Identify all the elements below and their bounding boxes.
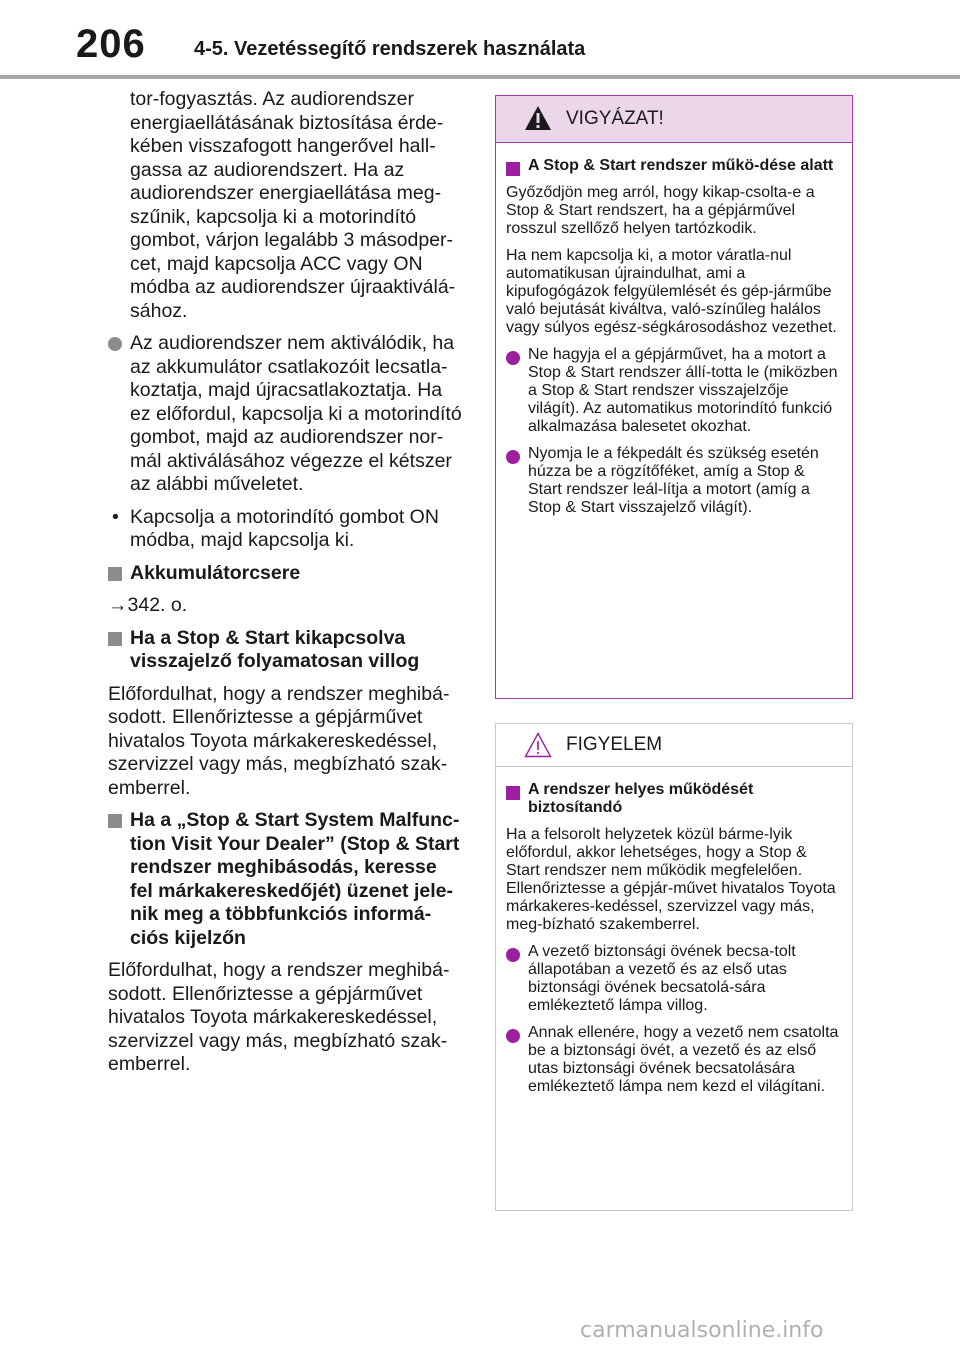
square-bullet-icon — [108, 567, 122, 581]
page-reference-link[interactable]: →342. o. — [108, 594, 188, 616]
list-item-text: Az audiorendszer nem aktiválódik, ha az akkumulátor csatlakozóit lecsatla-koztatja, majd újracsatlakoztatja. Ha ez előfordul, kapcsolja ki a motorindító gombot, majd az audiorendszer nor-mál aktiválásához végezze el kétszer az alábbi műveletet. — [130, 332, 462, 495]
body-paragraph: Előfordulhat, hogy a rendszer meghibá-sodott. Ellenőriztesse a gépjárművet hivatalos Toyota márkakereskedéssel, szervizzel vagy más, megbízható szak-emberrel. — [108, 959, 450, 1075]
page-header — [0, 0, 960, 80]
bullet-dot-icon — [506, 351, 520, 365]
section-heading-battery — [108, 562, 464, 586]
section-heading-indicator — [108, 627, 464, 674]
section-title: 4-5. Vezetéssegítő rendszerek használata — [194, 38, 586, 60]
warning-triangle-icon — [524, 105, 552, 131]
caution-paragraph: Ha nem kapcsolja ki, a motor váratla-nul automatikusan újraindulhat, ami a kipufogógázok felgyülemlését és gép-járműbe való bejutását kiváltva, való-színűleg halálos vagy súlyos egész-ségkárosodáshoz vezethet. — [506, 247, 837, 336]
page-number: 206 — [76, 22, 146, 66]
warning-triangle-outline-icon — [524, 732, 552, 758]
list-item-text: A vezető biztonsági övének becsa-tolt állapotában a vezető és az első utas biztonsági övének becsatolá-sára emlékeztető lámpa villog. — [528, 943, 796, 1014]
heading-text: A rendszer helyes működését biztosítandó — [528, 781, 754, 816]
square-bullet-icon — [108, 814, 122, 828]
caution-title: VIGYÁZAT! — [566, 108, 664, 129]
bullet-dot-icon — [108, 337, 122, 351]
bullet-dot-icon — [506, 1029, 520, 1043]
notice-paragraph: Ha a felsorolt helyzetek közül bárme-lyik előfordul, akkor lehetséges, hogy a Stop & Start rendszer nem működik megfelelően. Ellenőriztesse a gépjár-művet hivatalos Toyota márkakeres-kedéssel, szervizzel vagy más, meg-bízható szakemberrel. — [506, 826, 836, 933]
square-bullet-icon — [506, 162, 520, 176]
sub-list-item — [108, 506, 464, 553]
notice-heading — [506, 781, 842, 817]
list-item — [108, 332, 464, 497]
left-column — [108, 88, 464, 1086]
heading-text: A Stop & Start rendszer műkö-dése alatt — [528, 157, 834, 174]
body-paragraph: Előfordulhat, hogy a rendszer meghibá-sodott. Ellenőriztesse a gépjárművet hivatalos Toyota márkakereskedéssel, szervizzel vagy más, megbízható szak-emberrel. — [108, 682, 450, 799]
caution-heading — [506, 157, 842, 175]
list-item-text: Annak ellenére, hogy a vezető nem csatolta be a biztonsági övét, a vezető és az első utas biztonsági övének becsatolására emlékeztető lámpa nem kezd el világítani. — [528, 1024, 839, 1095]
list-item-text: Ne hagyja el a gépjárművet, ha a motort a Stop & Start rendszer állí-totta le (miközben a Stop & Start rendszer visszajelzője világít). Az automatikus motorindító funkció alkalmazása balesetet okozhat. — [528, 346, 838, 435]
bullet-dot-icon — [506, 948, 520, 962]
watermark: carmanualsonline.info — [580, 1318, 824, 1343]
list-item — [506, 346, 842, 436]
caution-header — [496, 96, 852, 143]
bullet-dot-icon — [506, 450, 520, 464]
list-item-text: Nyomja le a fékpedált és szükség esetén húzza be a rögzítőféket, amíg a Stop & Start rendszer leál-lítja a motort (amíg a Stop & Start visszajelző világít). — [528, 445, 819, 516]
heading-text: Ha a Stop & Start kikapcsolva visszajelző folyamatosan villog — [130, 626, 420, 672]
list-item — [506, 1024, 842, 1096]
square-bullet-icon — [108, 632, 122, 646]
header-divider — [0, 75, 960, 79]
sub-bullet-icon: • — [112, 505, 119, 528]
notice-box — [495, 723, 853, 1211]
notice-title: FIGYELEM — [566, 734, 663, 755]
list-item — [506, 943, 842, 1015]
heading-text: Akkumulátorcsere — [130, 561, 301, 584]
sub-list-item-text: Kapcsolja a motorindító gombot ON módba, majd kapcsolja ki. — [130, 505, 439, 551]
intro-paragraph: tor-fogyasztás. Az audiorendszer energiaellátásának biztosítása érde-kében visszafogott hangerővel hall-gassa az audiorendszert. Ha az audiorendszer energiaellátása meg-szűnik, kapcsolja ki a motorindító gombot, várjon legalább 3 másodper-cet, majd kapcsolja ACC vagy ON módba az audiorendszer újraaktiválá-sához. — [130, 88, 456, 322]
section-heading-malfunction — [108, 809, 464, 950]
list-item — [506, 445, 842, 517]
square-bullet-icon — [506, 786, 520, 800]
caution-paragraph: Győződjön meg arról, hogy kikap-csolta-e a Stop & Start rendszert, ha a gépjárművel rosszul szellőző helyen tartózkodik. — [506, 184, 815, 237]
notice-header — [496, 724, 852, 767]
caution-box — [495, 95, 853, 699]
heading-text: Ha a „Stop & Start System Malfunc-tion Visit Your Dealer” (Stop & Start rendszer meghibásodás, keresse fel márkakereskedőjét) üzenet jele-nik meg a többfunkciós informá-ciós kijelzőn — [130, 809, 460, 949]
